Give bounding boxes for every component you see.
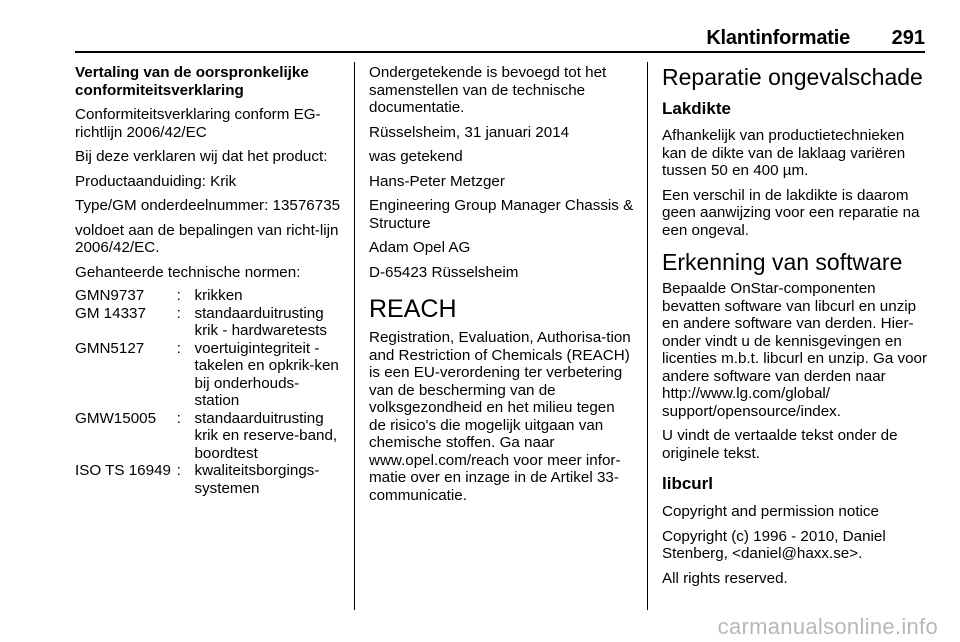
table-row — [75, 462, 343, 497]
watermark: carmanualsonline.info — [717, 614, 938, 639]
column-3 — [662, 64, 928, 594]
column-2 — [369, 64, 634, 511]
norm-description: kwaliteitsborgings-systemen — [194, 462, 320, 497]
paragraph: voldoet aan de bepalingen van richt-lijn 2006/42/EC. — [75, 221, 339, 256]
norm-code: GMN5127 — [75, 339, 145, 357]
norm-description: standaarduitrusting krik en reserve-band, boordtest — [194, 409, 338, 462]
table-row — [75, 287, 343, 305]
paragraph: Conformiteitsverklaring conform EG-richtlijn 2006/42/EC — [75, 106, 321, 141]
section-heading: Reparatie ongevalschade — [662, 64, 923, 90]
norm-description: standaarduitrusting krik - hardwaretests — [194, 304, 327, 339]
norm-separator: : — [176, 287, 181, 304]
norm-code: GMW15005 — [75, 409, 157, 427]
norm-description: krikken — [194, 287, 243, 304]
paragraph: Rüsselsheim, 31 januari 2014 — [369, 123, 570, 141]
paragraph: All rights reserved. — [662, 569, 788, 587]
table-row — [75, 340, 343, 410]
table-row — [75, 305, 343, 340]
norm-code: GMN9737 — [75, 287, 145, 304]
paragraph: Gehanteerde technische normen: — [75, 263, 301, 281]
paragraph: Afhankelijk van productietechnieken kan de dikte van de laklaag variëren tussen 50 en 400 µm. — [662, 127, 906, 179]
paragraph: Bepaalde OnStar-componenten bevatten software van libcurl en unzip en andere software van derden. Hier-onder vindt u de kennisgevingen en licenties m.b.t. libcurl en unzip. Ga voor andere software van derden naar http://www.lg.com/global/ support/opensource/index. — [662, 280, 928, 420]
subsection-heading: libcurl — [662, 474, 714, 493]
paragraph: Hans-Peter Metzger — [369, 172, 505, 190]
page-number: 291 — [891, 27, 925, 49]
paragraph: Engineering Group Manager Chassis & Structure — [369, 197, 634, 232]
paragraph: Een verschil in de lakdikte is daarom geen aanwijzing voor een reparatie na een ongeval. — [662, 186, 920, 239]
norm-separator: : — [176, 339, 181, 357]
paragraph: Adam Opel AG — [369, 239, 471, 256]
paragraph: D-65423 Rüsselsheim — [369, 263, 519, 281]
section-heading: Erkenning van software — [662, 249, 903, 275]
norm-separator: : — [176, 304, 181, 322]
column-divider-1 — [354, 62, 355, 610]
page-header — [75, 21, 925, 51]
paragraph: Productaanduiding: Krik — [75, 172, 237, 190]
declaration-heading: Vertaling van de oorspronkelijke conformiteitsverklaring — [75, 64, 309, 99]
reach-heading: REACH — [369, 295, 457, 323]
norm-separator: : — [176, 409, 181, 427]
norm-description: voertuigintegriteit - takelen en opkrik-ken bij onderhouds-station — [194, 339, 339, 409]
norm-separator: : — [176, 462, 181, 479]
paragraph: U vindt de vertaalde tekst onder de originele tekst. — [662, 427, 898, 462]
subsection-heading: Lakdikte — [662, 99, 731, 118]
paragraph: Copyright and permission notice — [662, 503, 879, 520]
norms-table — [75, 287, 343, 497]
norm-code: GM 14337 — [75, 304, 146, 322]
paragraph: Type/GM onderdeelnummer: 13576735 — [75, 197, 341, 214]
section-title: Klantinformatie — [706, 27, 850, 49]
header-divider — [75, 51, 925, 53]
paragraph: was getekend — [369, 148, 463, 165]
table-row — [75, 410, 343, 463]
paragraph: Copyright (c) 1996 - 2010, Daniel Stenberg, <daniel@haxx.se>. — [662, 527, 886, 562]
column-1 — [75, 64, 343, 497]
norm-code: ISO TS 16949 — [75, 462, 171, 479]
column-divider-2 — [647, 62, 648, 610]
paragraph: Ondergetekende is bevoegd tot het samenstellen van de technische documentatie. — [369, 64, 607, 116]
reach-paragraph: Registration, Evaluation, Authorisa-tion and Restriction of Chemicals (REACH) is een EU-verordening ter verbetering van de bescherming van de volksgezondheid en het milieu tegen de risico's die mogelijk uitgaan van chemische stoffen. Ga naar www.opel.com/reach voor meer infor-matie over en inzage in de Artikel 33-communicatie. — [369, 329, 631, 504]
paragraph: Bij deze verklaren wij dat het product: — [75, 148, 328, 165]
